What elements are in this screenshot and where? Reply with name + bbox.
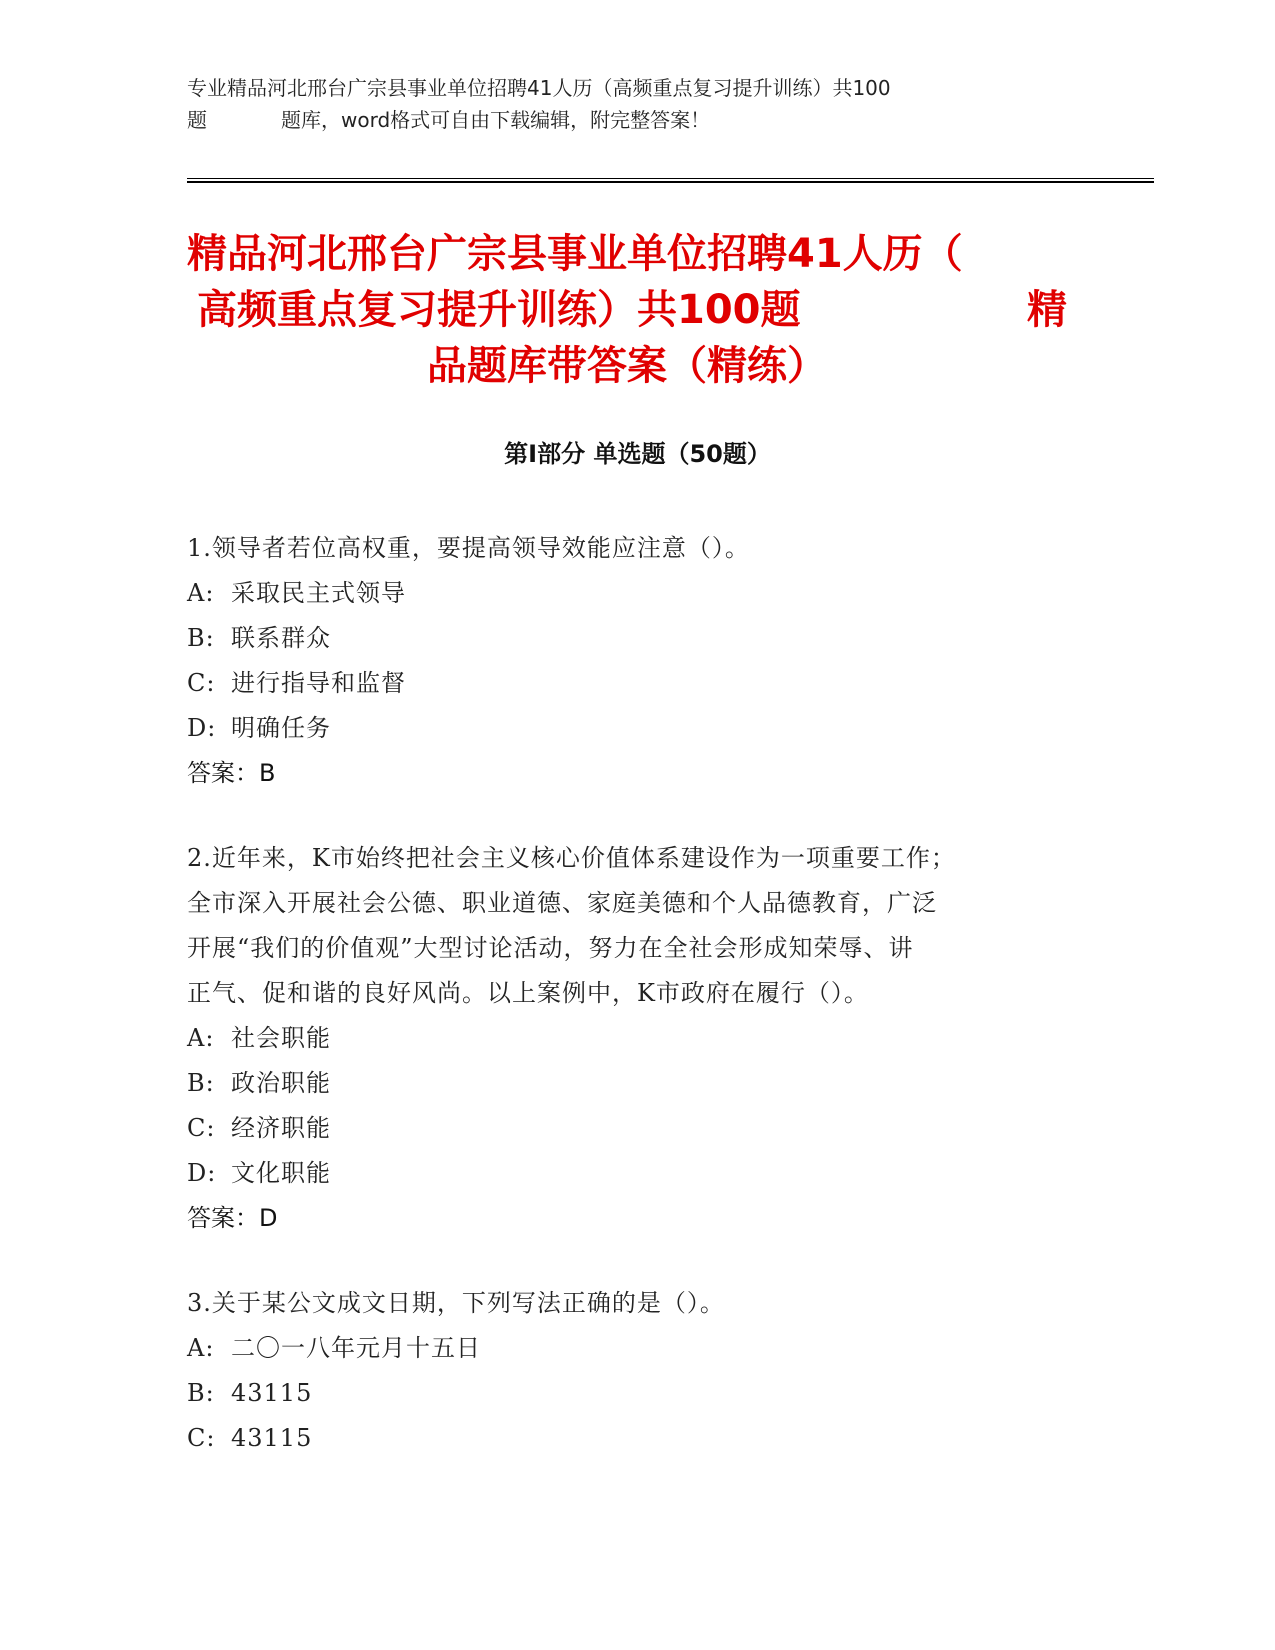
question-list (187, 526, 1067, 1501)
header-gap (207, 104, 281, 136)
option-letter: A: (187, 1334, 215, 1362)
question-stem: 3.关于某公文成文日期，下列写法正确的是（）。 (187, 1289, 725, 1317)
header-line-2 (187, 104, 1067, 136)
question-stem-line: 开展“我们的价值观”大型讨论活动，努力在全社会形成知荣辱、讲 (187, 934, 914, 962)
option-letter: D: (187, 1159, 217, 1187)
header-line-2-right: 题库，word格式可自由下载编辑，附完整答案！ (281, 108, 711, 132)
title-line-2 (187, 282, 1067, 338)
option-d (187, 706, 1067, 751)
option-letter: C: (187, 1114, 216, 1142)
title-line-1: 精品河北邢台广宗县事业单位招聘41人历（ (187, 231, 963, 277)
question-stem-line: 2.近年来，K市始终把社会主义核心价值体系建设作为一项重要工作； (187, 844, 956, 872)
option-a (187, 571, 1067, 616)
option-letter: B: (187, 1069, 215, 1097)
question-stem-line: 正气、促和谐的良好风尚。以上案例中，K市政府在履行（）。 (187, 979, 869, 1007)
option-b (187, 616, 1067, 661)
option-letter: B: (187, 624, 215, 652)
header-divider-thick (187, 181, 1154, 183)
answer-line: 答案：D (187, 1204, 278, 1232)
option-a (187, 1016, 1067, 1061)
option-text: 采取民主式领导 (231, 579, 406, 607)
option-text: 社会职能 (231, 1024, 331, 1052)
option-text: 43115 (231, 1379, 313, 1407)
option-text: 文化职能 (231, 1159, 331, 1187)
header-divider-thin (187, 178, 1154, 179)
header-line-2-left: 题 (187, 108, 207, 132)
option-b (187, 1061, 1067, 1106)
title-line-3: 品题库带答案（精练） (427, 343, 827, 389)
option-text: 政治职能 (231, 1069, 331, 1097)
answer-line: 答案：B (187, 759, 276, 787)
option-letter: D: (187, 714, 217, 742)
question-1 (187, 526, 1067, 796)
option-text: 43115 (231, 1424, 313, 1452)
option-text: 进行指导和监督 (231, 669, 406, 697)
option-d (187, 1151, 1067, 1196)
option-text: 经济职能 (231, 1114, 331, 1142)
option-letter: B: (187, 1379, 215, 1407)
option-text: 联系群众 (231, 624, 331, 652)
option-letter: A: (187, 1024, 215, 1052)
option-c (187, 661, 1067, 706)
title-line-2-left: 高频重点复习提升训练）共100题 (197, 287, 801, 333)
option-letter: A: (187, 579, 215, 607)
document-header (187, 72, 1067, 136)
question-2 (187, 836, 1067, 1241)
option-text: 二〇一八年元月十五日 (231, 1334, 481, 1362)
question-stem: 1.领导者若位高权重，要提高领导效能应注意（）。 (187, 534, 750, 562)
section-title: 第Ⅰ部分 单选题（50题） (504, 440, 771, 468)
option-text: 明确任务 (231, 714, 331, 742)
option-c (187, 1106, 1067, 1151)
option-letter: C: (187, 669, 216, 697)
option-c (187, 1416, 1067, 1461)
header-line-1: 专业精品河北邢台广宗县事业单位招聘41人历（高频重点复习提升训练）共100 (187, 76, 891, 100)
option-b (187, 1371, 1067, 1416)
question-stem-line: 全市深入开展社会公德、职业道德、家庭美德和个人品德教育，广泛 (187, 889, 937, 917)
question-3 (187, 1281, 1067, 1461)
option-a (187, 1326, 1067, 1371)
option-letter: C: (187, 1424, 216, 1452)
document-title (187, 226, 1067, 394)
title-line-2-right: 精 (1027, 287, 1067, 333)
